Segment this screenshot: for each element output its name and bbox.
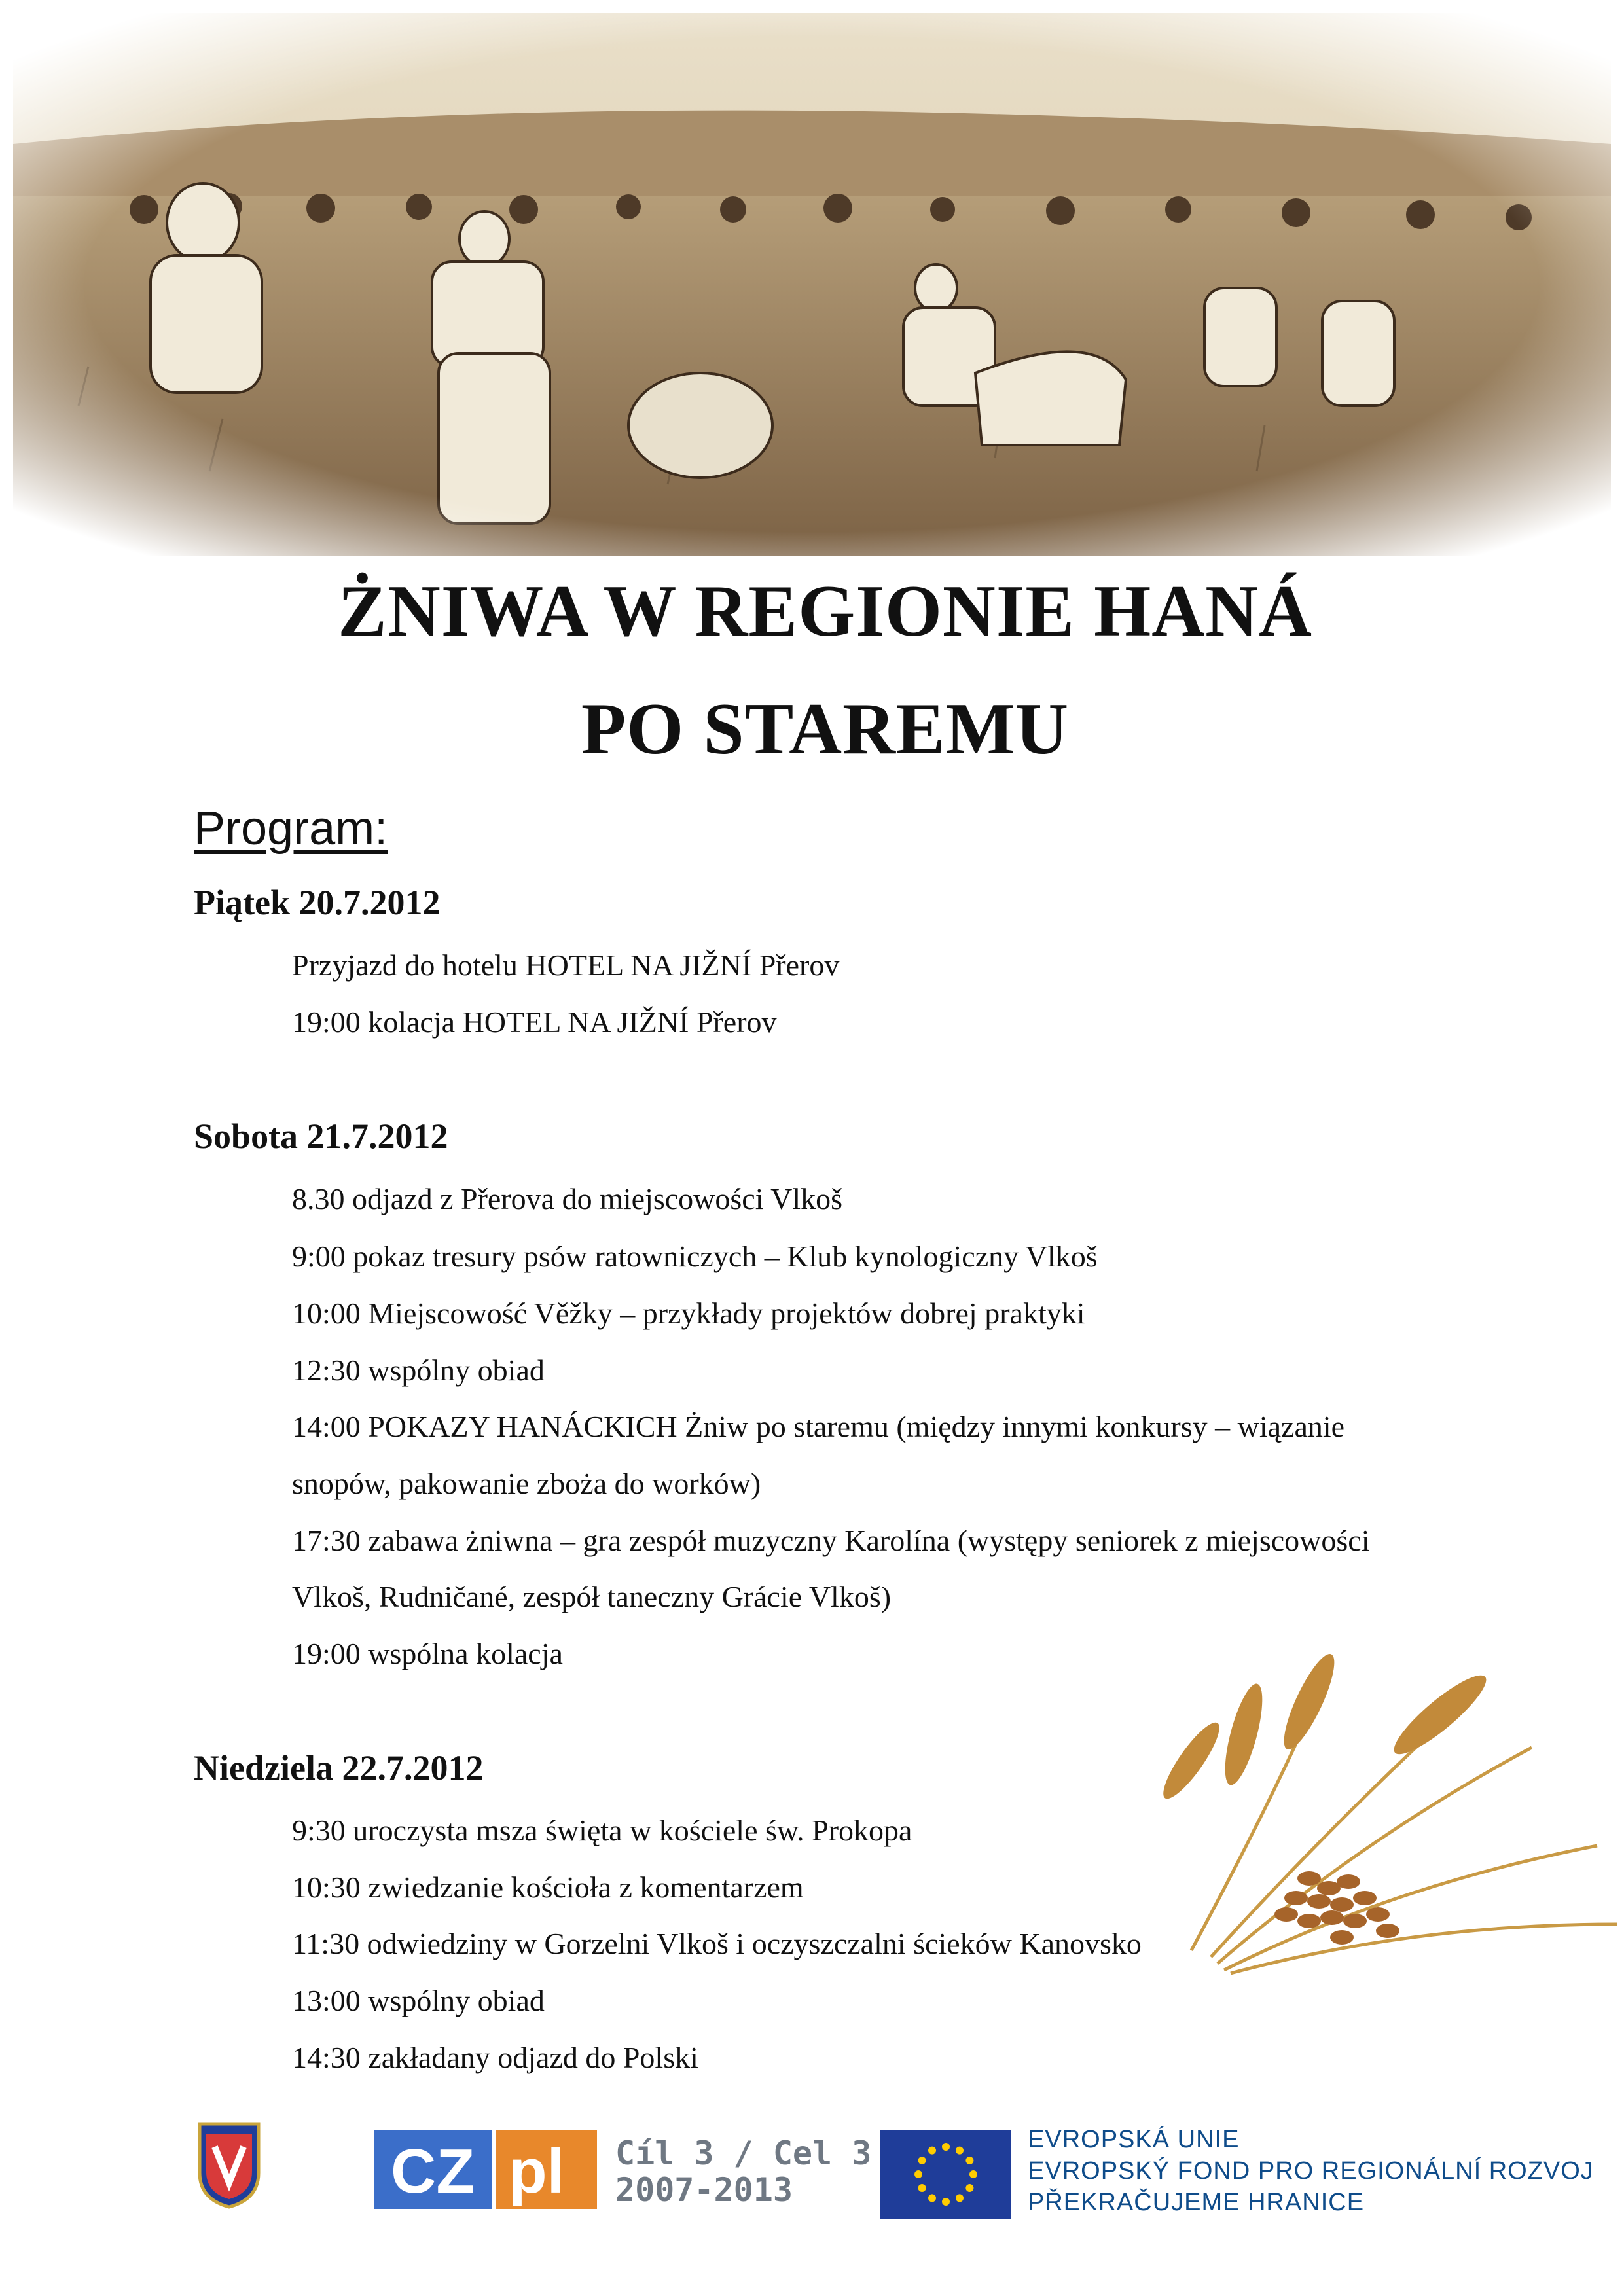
- eu-star-icon: [965, 2184, 973, 2192]
- eu-line1: EVROPSKÁ UNIE: [1028, 2126, 1240, 2153]
- schedule-item: Przyjazd do hotelu HOTEL NA JIŽNÍ Přerov: [292, 948, 840, 982]
- schedule-item: 8.30 odjazd z Přerova do miejscowości Vlkoš: [292, 1182, 843, 1215]
- schedule-item: Vlkoš, Rudničané, zespół taneczny Grácie Vlkoš): [292, 1580, 892, 1613]
- schedule-item: 17:30 zabawa żniwna – gra zespół muzyczny Karolína (występy seniorek z miejscowości: [292, 1524, 1370, 1557]
- eu-star-icon: [956, 2194, 964, 2202]
- schedule-item: 19:00 kolacja HOTEL NA JIŽNÍ Přerov: [292, 1005, 777, 1039]
- schedule-item: 10:30 zwiedzanie kościoła z komentarzem: [292, 1871, 804, 1904]
- eu-star-icon: [969, 2170, 977, 2178]
- eu-star-icon: [918, 2184, 926, 2192]
- schedule-item: 13:00 wspólny obiad: [292, 1984, 545, 2017]
- czpl-logo: [374, 2130, 597, 2209]
- cil3-logo-text: [615, 2135, 871, 2208]
- wheat-icon: [1113, 1649, 1623, 1990]
- program-label: Program:: [194, 802, 388, 855]
- eu-star-icon: [918, 2157, 926, 2164]
- eu-star-icon: [928, 2147, 936, 2155]
- eu-star-icon: [942, 2198, 950, 2206]
- region-crest-logo: [196, 2121, 262, 2209]
- eu-line3: PŘEKRAČUJEME HRANICE: [1028, 2189, 1365, 2216]
- schedule-item: 9:30 uroczysta msza święta w kościele św. Prokopa: [292, 1814, 912, 1847]
- eu-fund-text: [1028, 2124, 1594, 2218]
- cil3-line1: Cíl 3 / Cel 3: [615, 2134, 872, 2172]
- schedule-item: 14:00 POKAZY HANÁCKICH Żniw po staremu (między innymi konkursy – wiązanie: [292, 1410, 1345, 1443]
- eu-star-icon: [956, 2147, 964, 2155]
- schedule-item: 19:00 wspólna kolacja: [292, 1637, 563, 1670]
- schedule-item: 11:30 odwiedziny w Gorzelni Vlkoš i oczyszczalni ścieków Kanovsko: [292, 1927, 1142, 1960]
- footer-logos: [0, 2108, 1624, 2225]
- wheat-illustration: [1113, 1649, 1623, 1990]
- schedule-item: snopów, pakowanie zboża do worków): [292, 1467, 761, 1500]
- header-photo: [13, 13, 1611, 556]
- schedule-item: 9:00 pokaz tresury psów ratowniczych – Klub kynologiczny Vlkoš: [292, 1240, 1098, 1273]
- eu-star-icon: [914, 2170, 922, 2178]
- sepia-harvest-photo: [13, 13, 1611, 556]
- cil3-line2: 2007-2013: [615, 2171, 793, 2209]
- day-heading-friday: Piątek 20.7.2012: [194, 883, 441, 922]
- eu-flag-logo: [880, 2130, 1011, 2219]
- schedule-item: 10:00 Miejscowość Věžky – przykłady projektów dobrej praktyki: [292, 1297, 1085, 1330]
- eu-flag-icon: [880, 2130, 1011, 2219]
- eu-star-icon: [942, 2143, 950, 2151]
- eu-star-icon: [928, 2194, 936, 2202]
- eu-star-icon: [965, 2157, 973, 2164]
- schedule-item: 14:30 zakładany odjazd do Polski: [292, 2041, 698, 2074]
- poster-title-line1: ŻNIWA W REGIONIE HANÁ: [338, 571, 1312, 652]
- czpl-logo-pl: pl: [509, 2136, 565, 2206]
- day-heading-saturday: Sobota 21.7.2012: [194, 1117, 448, 1156]
- eu-line2: EVROPSKÝ FOND PRO REGIONÁLNÍ ROZVOJ: [1028, 2157, 1594, 2185]
- crest-icon: [196, 2121, 262, 2209]
- day-heading-sunday: Niedziela 22.7.2012: [194, 1748, 484, 1787]
- czpl-logo-mark: [374, 2130, 597, 2209]
- poster-title-line2: PO STAREMU: [581, 689, 1070, 770]
- schedule-item: 12:30 wspólny obiad: [292, 1354, 545, 1387]
- czpl-logo-cz: CZ: [391, 2136, 475, 2206]
